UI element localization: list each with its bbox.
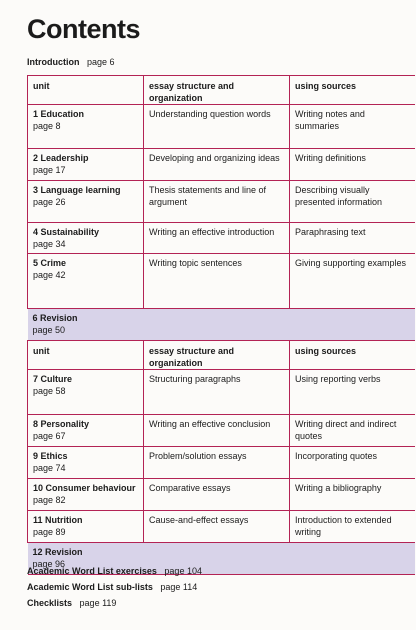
table-row[interactable] <box>28 223 416 254</box>
essay-topic: Problem/solution essays <box>144 447 290 479</box>
sources-topic: Paraphrasing text <box>290 223 416 254</box>
unit-name: 4 Sustainability <box>33 227 100 237</box>
appendix-item[interactable] <box>27 595 202 611</box>
header-unit: unit <box>28 341 144 370</box>
header-essay: essay structure and organization <box>144 76 290 105</box>
unit-name: 10 Consumer behaviour <box>33 483 136 493</box>
unit-name: 5 Crime <box>33 258 67 268</box>
header-sources: using sources <box>290 76 416 105</box>
appendix-page: page 104 <box>164 566 202 576</box>
revision-row[interactable] <box>28 309 416 341</box>
appendix-label: Checklists <box>27 598 73 608</box>
unit-page: page 58 <box>33 385 66 396</box>
unit-name: 6 Revision <box>32 313 78 323</box>
essay-topic: Writing an effective conclusion <box>144 415 290 447</box>
essay-topic: Structuring paragraphs <box>144 370 290 415</box>
header-essay: essay structure and organization <box>144 341 290 370</box>
essay-topic: Writing an effective introduction <box>144 223 290 254</box>
header-row <box>28 76 416 105</box>
essay-topic: Developing and organizing ideas <box>144 149 290 181</box>
header-unit: unit <box>28 76 144 105</box>
sources-topic: Writing definitions <box>290 149 416 181</box>
unit-page: page 96 <box>32 558 66 569</box>
sources-topic: Writing direct and indirect quotes <box>290 415 416 447</box>
appendix-label: Academic Word List exercises <box>27 566 157 576</box>
unit-name: 3 Language learning <box>33 185 121 195</box>
intro-page: page 6 <box>87 57 115 67</box>
unit-name: 12 Revision <box>32 547 83 557</box>
unit-page: page 17 <box>33 164 66 175</box>
table-row[interactable] <box>28 447 416 479</box>
essay-topic: Cause-and-effect essays <box>144 511 290 543</box>
unit-page: page 42 <box>33 269 66 280</box>
unit-page: page 8 <box>33 120 61 131</box>
essay-topic: Comparative essays <box>144 479 290 511</box>
table-row[interactable] <box>28 479 416 511</box>
header-sources: using sources <box>290 341 416 370</box>
intro-entry[interactable] <box>27 57 115 67</box>
intro-label: Introduction <box>27 57 80 67</box>
table-row[interactable] <box>28 370 416 415</box>
appendix-item[interactable] <box>27 579 202 595</box>
unit-name: 1 Education <box>33 109 85 119</box>
sources-topic: Incorporating quotes <box>290 447 416 479</box>
essay-topic: Thesis statements and line of argument <box>144 181 290 223</box>
table-row[interactable] <box>28 511 416 543</box>
table-row[interactable] <box>28 181 416 223</box>
sources-topic: Writing a bibliography <box>290 479 416 511</box>
header-row <box>28 341 416 370</box>
unit-page: page 74 <box>33 462 66 473</box>
table-row[interactable] <box>28 415 416 447</box>
unit-page: page 67 <box>33 430 66 441</box>
unit-page: page 50 <box>32 324 66 335</box>
unit-name: 7 Culture <box>33 374 73 384</box>
unit-page: page 89 <box>33 526 66 537</box>
essay-topic: Writing topic sentences <box>144 254 290 309</box>
appendix-item[interactable] <box>27 563 202 579</box>
sources-topic: Giving supporting examples <box>290 254 416 309</box>
sources-topic: Using reporting verbs <box>290 370 416 415</box>
page-title: Contents <box>27 14 140 44</box>
sources-topic: Introduction to extended writing <box>290 511 416 543</box>
sources-topic: Writing notes and summaries <box>290 105 416 149</box>
appendix-label: Academic Word List sub-lists <box>27 582 153 592</box>
sources-topic: Describing visually presented information <box>290 181 416 223</box>
unit-page: page 26 <box>33 196 66 207</box>
unit-page: page 82 <box>33 494 66 505</box>
unit-name: 8 Personality <box>33 419 90 429</box>
table-row[interactable] <box>28 254 416 309</box>
contents-table <box>27 75 415 575</box>
unit-name: 11 Nutrition <box>33 515 83 525</box>
unit-name: 2 Leadership <box>33 153 89 163</box>
unit-name: 9 Ethics <box>33 451 68 461</box>
appendix-list <box>27 563 202 611</box>
essay-topic: Understanding question words <box>144 105 290 149</box>
appendix-page: page 114 <box>160 582 198 592</box>
unit-page: page 34 <box>33 238 66 249</box>
appendix-page: page 119 <box>79 598 117 608</box>
table-row[interactable] <box>28 149 416 181</box>
table-row[interactable] <box>28 105 416 149</box>
